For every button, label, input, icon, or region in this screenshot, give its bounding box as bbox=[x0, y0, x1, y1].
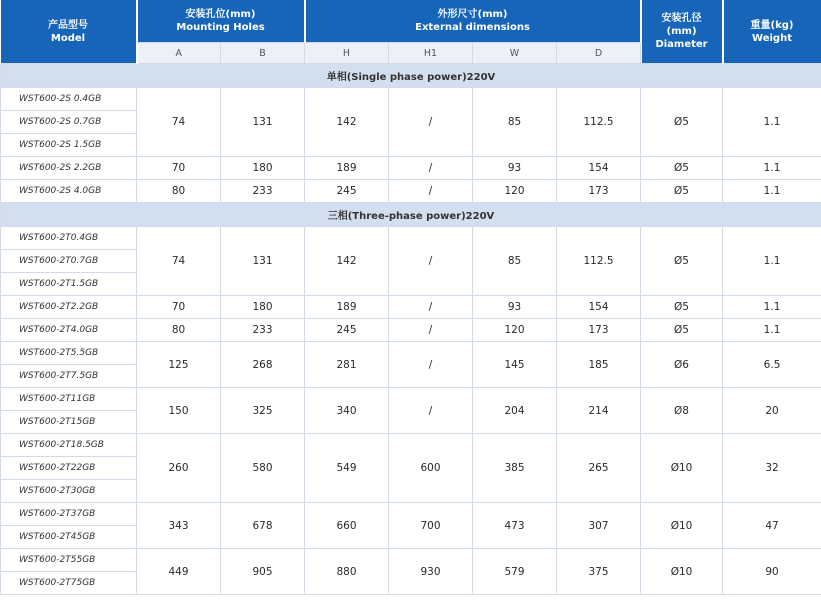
value-weight: 47 bbox=[723, 503, 821, 549]
value-h1: / bbox=[389, 227, 473, 296]
value-b: 131 bbox=[221, 227, 305, 296]
value-a: 150 bbox=[137, 388, 221, 434]
subheader-d: D bbox=[557, 43, 641, 64]
value-a: 70 bbox=[137, 296, 221, 319]
value-w: 473 bbox=[473, 503, 557, 549]
section-title: 单相(Single phase power)220V bbox=[1, 64, 821, 88]
header-model-cn: 产品型号 bbox=[48, 19, 88, 31]
value-h1: 700 bbox=[389, 503, 473, 549]
value-d: 265 bbox=[557, 434, 641, 503]
value-weight: 32 bbox=[723, 434, 821, 503]
section-row bbox=[1, 64, 821, 88]
header-diameter bbox=[641, 0, 723, 64]
value-weight: 1.1 bbox=[723, 227, 821, 296]
value-h: 549 bbox=[305, 434, 389, 503]
value-d: 214 bbox=[557, 388, 641, 434]
table-row bbox=[1, 503, 821, 526]
model-cell: WST600-2S 0.7GB bbox=[1, 111, 137, 134]
value-w: 93 bbox=[473, 157, 557, 180]
value-w: 120 bbox=[473, 180, 557, 203]
subheader-b: B bbox=[221, 43, 305, 64]
value-h1: / bbox=[389, 180, 473, 203]
table-header bbox=[1, 0, 821, 64]
header-mounting bbox=[137, 0, 305, 43]
value-d: 154 bbox=[557, 157, 641, 180]
value-h1: / bbox=[389, 388, 473, 434]
value-h1: / bbox=[389, 342, 473, 388]
value-w: 145 bbox=[473, 342, 557, 388]
value-diameter: Ø6 bbox=[641, 342, 723, 388]
value-h: 189 bbox=[305, 157, 389, 180]
value-h: 880 bbox=[305, 549, 389, 595]
value-diameter: Ø5 bbox=[641, 88, 723, 157]
table-row bbox=[1, 227, 821, 250]
subheader-h1: H1 bbox=[389, 43, 473, 64]
model-cell: WST600-2T55GB bbox=[1, 549, 137, 572]
value-weight: 1.1 bbox=[723, 88, 821, 157]
table-row bbox=[1, 342, 821, 365]
value-diameter: Ø8 bbox=[641, 388, 723, 434]
value-w: 579 bbox=[473, 549, 557, 595]
value-weight: 1.1 bbox=[723, 157, 821, 180]
section-title: 三相(Three-phase power)220V bbox=[1, 203, 821, 227]
header-external bbox=[305, 0, 641, 43]
value-b: 268 bbox=[221, 342, 305, 388]
value-diameter: Ø5 bbox=[641, 227, 723, 296]
header-diameter-cn: 安装孔径 bbox=[661, 13, 702, 24]
header-model bbox=[1, 0, 137, 64]
value-h: 245 bbox=[305, 180, 389, 203]
model-cell: WST600-2T0.4GB bbox=[1, 227, 137, 250]
table-row bbox=[1, 549, 821, 572]
value-d: 173 bbox=[557, 180, 641, 203]
value-a: 74 bbox=[137, 88, 221, 157]
value-w: 385 bbox=[473, 434, 557, 503]
model-cell: WST600-2T1.5GB bbox=[1, 273, 137, 296]
value-d: 307 bbox=[557, 503, 641, 549]
value-a: 80 bbox=[137, 180, 221, 203]
model-cell: WST600-2T45GB bbox=[1, 526, 137, 549]
header-external-cn: 外形尺寸(mm) bbox=[437, 9, 508, 20]
value-w: 85 bbox=[473, 227, 557, 296]
value-w: 85 bbox=[473, 88, 557, 157]
value-d: 112.5 bbox=[557, 227, 641, 296]
value-b: 580 bbox=[221, 434, 305, 503]
value-d: 112.5 bbox=[557, 88, 641, 157]
table-row bbox=[1, 157, 821, 180]
value-h: 281 bbox=[305, 342, 389, 388]
model-cell: WST600-2T18.5GB bbox=[1, 434, 137, 457]
value-h: 340 bbox=[305, 388, 389, 434]
value-h1: 600 bbox=[389, 434, 473, 503]
value-h1: 930 bbox=[389, 549, 473, 595]
model-cell: WST600-2T11GB bbox=[1, 388, 137, 411]
value-a: 449 bbox=[137, 549, 221, 595]
table-row bbox=[1, 180, 821, 203]
value-a: 70 bbox=[137, 157, 221, 180]
model-cell: WST600-2T7.5GB bbox=[1, 365, 137, 388]
value-b: 180 bbox=[221, 157, 305, 180]
header-diameter-en: Diameter bbox=[655, 39, 708, 50]
value-b: 325 bbox=[221, 388, 305, 434]
value-d: 154 bbox=[557, 296, 641, 319]
value-h1: / bbox=[389, 296, 473, 319]
header-diameter-unit: (mm) bbox=[666, 26, 697, 37]
model-cell: WST600-2T15GB bbox=[1, 411, 137, 434]
value-diameter: Ø10 bbox=[641, 503, 723, 549]
value-d: 173 bbox=[557, 319, 641, 342]
model-cell: WST600-2T5.5GB bbox=[1, 342, 137, 365]
value-b: 905 bbox=[221, 549, 305, 595]
model-cell: WST600-2T30GB bbox=[1, 480, 137, 503]
value-weight: 6.5 bbox=[723, 342, 821, 388]
value-b: 233 bbox=[221, 319, 305, 342]
value-h: 142 bbox=[305, 88, 389, 157]
value-weight: 20 bbox=[723, 388, 821, 434]
value-diameter: Ø5 bbox=[641, 180, 723, 203]
subheader-h: H bbox=[305, 43, 389, 64]
value-h: 245 bbox=[305, 319, 389, 342]
model-cell: WST600-2T0.7GB bbox=[1, 250, 137, 273]
value-h: 189 bbox=[305, 296, 389, 319]
value-a: 343 bbox=[137, 503, 221, 549]
value-diameter: Ø10 bbox=[641, 549, 723, 595]
table-row bbox=[1, 296, 821, 319]
value-a: 80 bbox=[137, 319, 221, 342]
model-cell: WST600-2S 0.4GB bbox=[1, 88, 137, 111]
table-row bbox=[1, 319, 821, 342]
model-cell: WST600-2S 4.0GB bbox=[1, 180, 137, 203]
section-row bbox=[1, 203, 821, 227]
model-cell: WST600-2T2.2GB bbox=[1, 296, 137, 319]
value-h1: / bbox=[389, 157, 473, 180]
value-h1: / bbox=[389, 88, 473, 157]
header-weight-en: Weight bbox=[752, 32, 792, 44]
table-row bbox=[1, 88, 821, 111]
value-diameter: Ø5 bbox=[641, 319, 723, 342]
value-weight: 1.1 bbox=[723, 296, 821, 319]
model-cell: WST600-2S 2.2GB bbox=[1, 157, 137, 180]
value-b: 678 bbox=[221, 503, 305, 549]
value-w: 120 bbox=[473, 319, 557, 342]
header-model-en: Model bbox=[50, 32, 86, 44]
subheader-w: W bbox=[473, 43, 557, 64]
header-mounting-cn: 安装孔位(mm) bbox=[185, 9, 256, 20]
value-d: 185 bbox=[557, 342, 641, 388]
model-cell: WST600-2S 1.5GB bbox=[1, 134, 137, 157]
value-b: 233 bbox=[221, 180, 305, 203]
value-h: 142 bbox=[305, 227, 389, 296]
value-diameter: Ø5 bbox=[641, 296, 723, 319]
table-body bbox=[1, 64, 821, 595]
value-a: 260 bbox=[137, 434, 221, 503]
value-b: 131 bbox=[221, 88, 305, 157]
subheader-a: A bbox=[137, 43, 221, 64]
value-weight: 1.1 bbox=[723, 180, 821, 203]
value-weight: 1.1 bbox=[723, 319, 821, 342]
value-diameter: Ø10 bbox=[641, 434, 723, 503]
value-h: 660 bbox=[305, 503, 389, 549]
value-diameter: Ø5 bbox=[641, 157, 723, 180]
model-cell: WST600-2T75GB bbox=[1, 572, 137, 595]
value-w: 93 bbox=[473, 296, 557, 319]
table-row bbox=[1, 434, 821, 457]
header-weight bbox=[723, 0, 821, 64]
table-row bbox=[1, 388, 821, 411]
value-h1: / bbox=[389, 319, 473, 342]
header-mounting-en: Mounting Holes bbox=[176, 22, 265, 33]
value-a: 125 bbox=[137, 342, 221, 388]
model-cell: WST600-2T37GB bbox=[1, 503, 137, 526]
value-b: 180 bbox=[221, 296, 305, 319]
model-cell: WST600-2T4.0GB bbox=[1, 319, 137, 342]
value-w: 204 bbox=[473, 388, 557, 434]
value-a: 74 bbox=[137, 227, 221, 296]
header-external-en: External dimensions bbox=[415, 22, 530, 33]
header-weight-cn: 重量(kg) bbox=[750, 19, 794, 31]
value-d: 375 bbox=[557, 549, 641, 595]
value-weight: 90 bbox=[723, 549, 821, 595]
model-cell: WST600-2T22GB bbox=[1, 457, 137, 480]
